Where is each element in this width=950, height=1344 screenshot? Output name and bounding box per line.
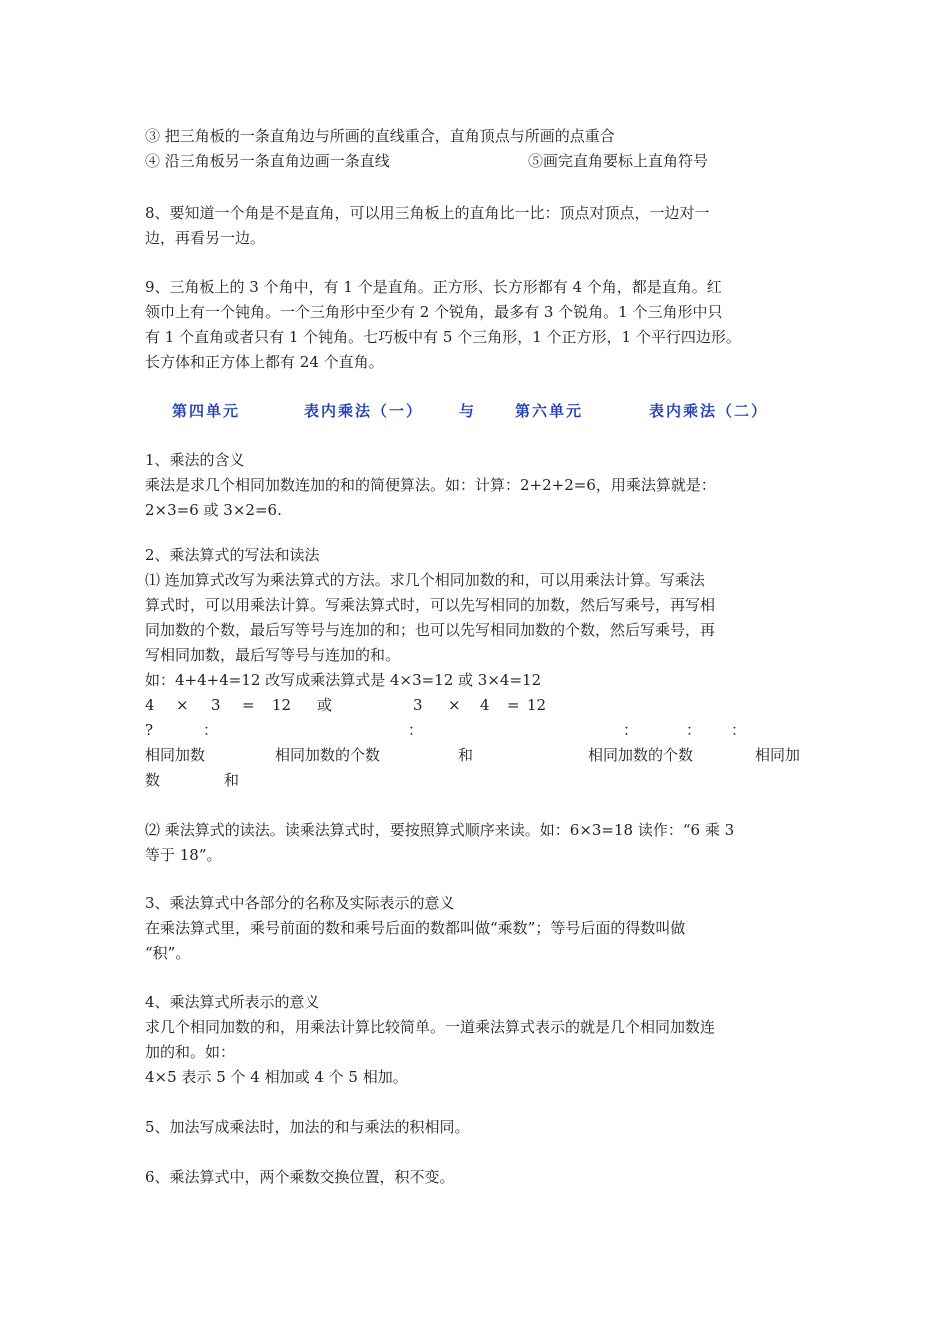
item-9-line-4: 长方体和正方体上都有 24 个直角。 xyxy=(145,353,384,371)
eq-left-factor-2: 3 xyxy=(211,696,221,714)
heading-unit-4: 第四单元 xyxy=(172,402,241,420)
section-2-p1-line-3: 同加数的个数，最后写等号与连加的和；也可以先写相同加数的个数，然后写乘号，再 xyxy=(145,621,716,639)
section-1-line-1: 乘法是求几个相同加数连加的和的简便算法。如：计算：2+2+2=6，用乘法算就是： xyxy=(145,476,716,494)
eq-right-times: × xyxy=(448,696,461,714)
section-2-p2-line-1: ⑵ 乘法算式的读法。读乘法算式时，要按照算式顺序来读。如：6×3=18 读作：“6 乘 3 xyxy=(145,821,735,839)
section-4-line-1: 求几个相同加数的和，用乘法计算比较简单。一道乘法算式表示的就是几个相同加数连 xyxy=(145,1018,716,1036)
section-1-line-2: 2×3=6 或 3×2=6. xyxy=(145,501,282,519)
section-1-title: 1、乘法的含义 xyxy=(145,451,245,469)
eq-right-equals: = xyxy=(507,696,520,714)
label-addend-count-2: 相同加数的个数 xyxy=(588,746,694,764)
label-sum-2: 和 xyxy=(224,771,240,789)
eq-left-times: × xyxy=(176,696,189,714)
step-4: ④ 沿三角板另一条直角边画一条直线 xyxy=(145,152,390,170)
section-2-p1-line-4: 写相同加数，最后写等号与连加的和。 xyxy=(145,646,401,664)
mark-5: ： xyxy=(686,721,702,739)
label-addend-2-part-2: 数 xyxy=(145,771,161,789)
label-addend-count: 相同加数的个数 xyxy=(275,746,381,764)
section-6-title: 6、乘法算式中，两个乘数交换位置，积不变。 xyxy=(145,1168,455,1186)
eq-left-equals: = xyxy=(242,696,255,714)
section-2-p1-line-2: 算式时，可以用乘法计算。写乘法算式时，可以先写相同的加数，然后写乘号，再写相 xyxy=(145,596,716,614)
item-8-line-2: 边，再看另一边。 xyxy=(145,229,266,247)
mark-6: ： xyxy=(731,721,747,739)
item-9-line-2: 领巾上有一个钝角。一个三角形中至少有 2 个锐角，最多有 3 个锐角。1 个三角形中只 xyxy=(145,303,723,321)
section-3-line-1: 在乘法算式里，乘号前面的数和乘号后面的数都叫做“乘数”；等号后面的得数叫做 xyxy=(145,919,686,937)
section-2-title: 2、乘法算式的写法和读法 xyxy=(145,546,320,564)
section-4-line-3: 4×5 表示 5 个 4 相加或 4 个 5 相加。 xyxy=(145,1068,408,1086)
section-5-title: 5、加法写成乘法时，加法的和与乘法的积相同。 xyxy=(145,1118,470,1136)
eq-right-factor-1: 3 xyxy=(413,696,423,714)
section-2-p1-line-1: ⑴ 连加算式改写为乘法算式的方法。求几个相同加数的和，可以用乘法计算。写乘法 xyxy=(145,571,705,589)
section-4-line-2: 加的和。如： xyxy=(145,1043,236,1061)
mark-2: ： xyxy=(203,721,219,739)
eq-left-product: 12 xyxy=(272,696,292,714)
label-sum: 和 xyxy=(458,746,474,764)
section-3-title: 3、乘法算式中各部分的名称及实际表示的意义 xyxy=(145,894,455,912)
section-3-line-2: “积”。 xyxy=(145,944,191,962)
section-2-example: 如：4+4+4=12 改写成乘法算式是 4×3=12 或 3×4=12 xyxy=(145,671,542,689)
heading-and: 与 xyxy=(459,402,477,420)
heading-unit-6: 第六单元 xyxy=(515,402,584,420)
label-addend: 相同加数 xyxy=(145,746,206,764)
eq-right-factor-2: 4 xyxy=(480,696,490,714)
step-5: ⑤画完直角要标上直角符号 xyxy=(528,152,709,170)
mark-1: ? xyxy=(145,721,154,739)
item-9-line-3: 有 1 个直角或者只有 1 个钝角。七巧板中有 5 个三角形，1 个正方形，1 个平行四边形。 xyxy=(145,328,741,346)
item-9-line-1: 9、三角板上的 3 个角中，有 1 个是直角。正方形、长方形都有 4 个角，都是直角。红 xyxy=(145,278,722,296)
section-2-p2-line-2: 等于 18”。 xyxy=(145,846,222,864)
eq-right-product: 12 xyxy=(527,696,547,714)
heading-title-2: 表内乘法（二） xyxy=(649,402,769,420)
eq-or: 或 xyxy=(317,696,333,714)
heading-title-1: 表内乘法（一） xyxy=(304,402,424,420)
label-addend-2-part-1: 相同加 xyxy=(755,746,801,764)
section-4-title: 4、乘法算式所表示的意义 xyxy=(145,993,320,1011)
item-8-line-1: 8、要知道一个角是不是直角，可以用三角板上的直角比一比：顶点对顶点，一边对一 xyxy=(145,204,710,222)
mark-3: ： xyxy=(408,721,424,739)
step-3: ③ 把三角板的一条直角边与所画的直线重合，直角顶点与所画的点重合 xyxy=(145,127,615,145)
eq-left-factor-1: 4 xyxy=(145,696,155,714)
mark-4: ： xyxy=(623,721,639,739)
